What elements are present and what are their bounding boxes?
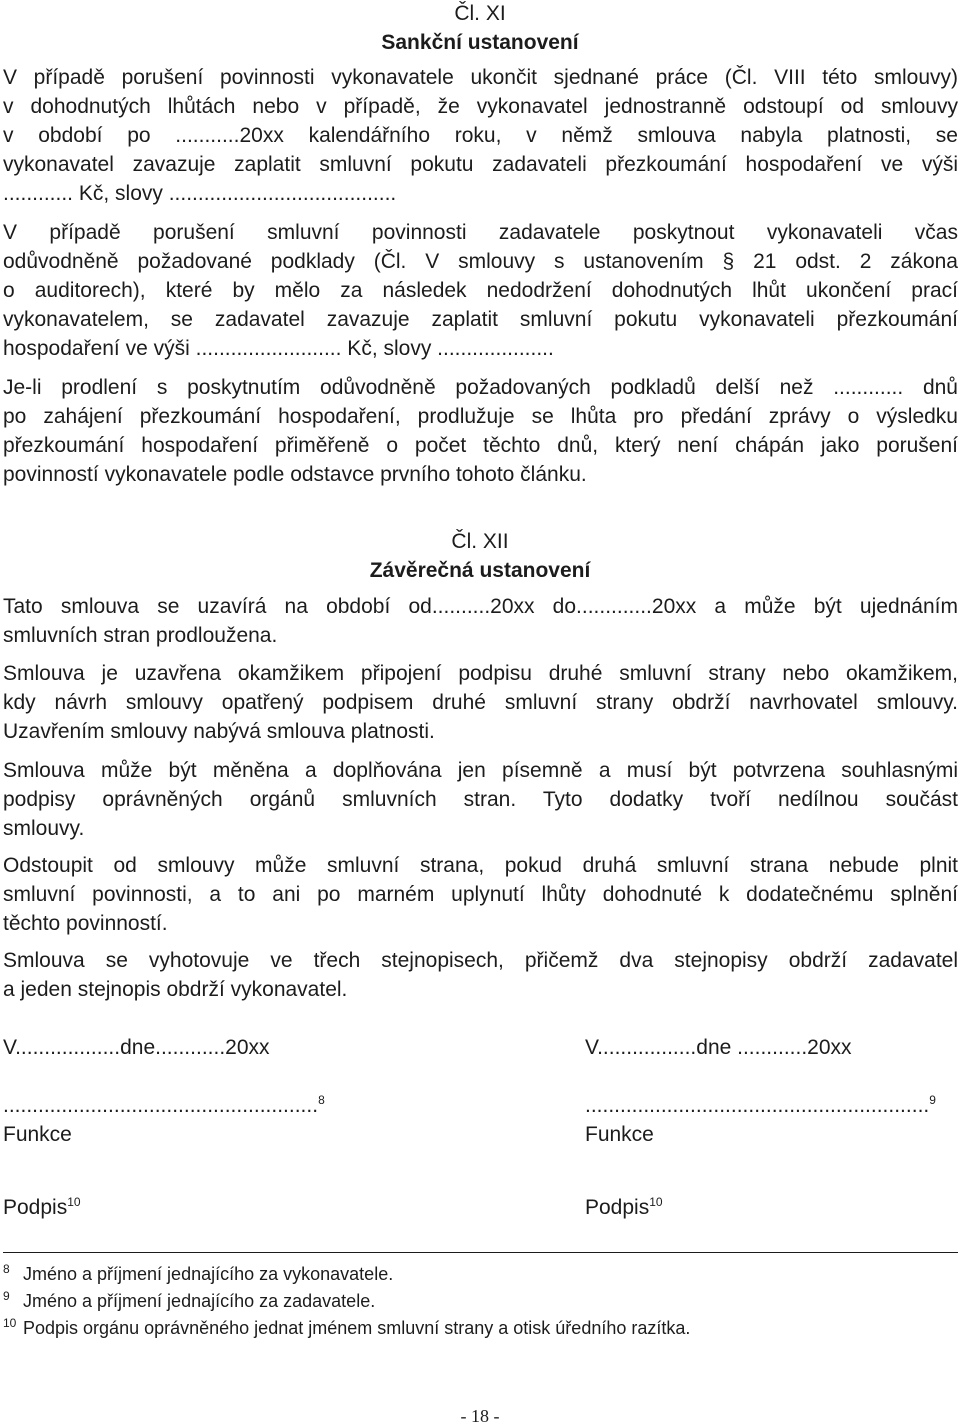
paragraph-line: a jeden stejnopis obdrží vykonavatel. [3, 978, 348, 1001]
left-signature-dots-text: ...................................................... [3, 1094, 319, 1117]
paragraph-line: Je-li prodlení s poskytnutím odůvodněně požadovaných podkladů delší než ............ dnů [3, 376, 958, 399]
paragraph-line: smluvních stran prodloužena. [3, 624, 278, 647]
left-place-date: V..................dne............20xx [3, 1036, 270, 1059]
page-number: - 18 - [460, 1406, 500, 1426]
paragraph-line: smluvní povinnosti, a to ani po marném uplynutí lhůty dohodnuté k dodatečnému splnění [3, 883, 958, 906]
right-role-label: Funkce [585, 1123, 654, 1146]
footnote: 9 Jméno a příjmení jednajícího za zadavatele. [3, 1289, 376, 1311]
right-signature-label [585, 1194, 663, 1222]
paragraph-line: Tato smlouva se uzavírá na období od..........20xx do.............20xx a může být ujednáním [3, 595, 958, 618]
footnote-ref-9: 9 [929, 1093, 936, 1107]
paragraph-line: Smlouva může být měněna a doplňována jen písemně a musí být potvrzena souhlasnými [3, 759, 958, 782]
footnote: 8 Jméno a příjmení jednajícího za vykonavatele. [3, 1262, 394, 1284]
paragraph-line: povinností vykonavatele podle odstavce prvního tohoto článku. [3, 463, 587, 486]
footnote-text: Podpis orgánu oprávněného jednat jménem smluvní strany a otisk úředního razítka. [23, 1318, 691, 1338]
footnote-ref-10: 10 [67, 1195, 81, 1209]
paragraph-line: hospodaření ve výši ......................... Kč, slovy .................... [3, 337, 554, 360]
paragraph-line: Odstoupit od smlouvy může smluvní strana, pokud druhá smluvní strana nebude plnit [3, 854, 958, 877]
paragraph-line: odůvodněně požadované podklady (Čl. V smlouvy s ustanovením § 21 odst. 2 zákona [3, 250, 958, 273]
left-role-label: Funkce [3, 1123, 72, 1146]
paragraph-line: ............ Kč, slovy ....................................... [3, 182, 397, 205]
footnote-ref-10: 10 [649, 1195, 663, 1209]
footnote-text: Jméno a příjmení jednajícího za vykonavatele. [23, 1264, 394, 1284]
footnote-divider [3, 1252, 958, 1253]
paragraph-line: kdy návrh smlouvy opatřený podpisem druhé smluvní strany obdrží navrhovatel smlouvy. [3, 691, 958, 714]
left-signature-dots [3, 1092, 325, 1120]
right-place-date: V.................dne ............20xx [585, 1036, 852, 1059]
paragraph-line: po zahájení přezkoumání hospodaření, prodlužuje se lhůta pro předání zprávy o výsledku [3, 405, 958, 428]
footnote-text: Jméno a příjmení jednajícího za zadavatele. [23, 1291, 376, 1311]
article-11-title: Sankční ustanovení [381, 31, 579, 54]
article-12-number: Čl. XII [451, 530, 509, 553]
paragraph-line: V případě porušení povinnosti vykonavatele ukončit sjednané práce (Čl. VIII této smlouvy) [3, 66, 958, 89]
paragraph-line: podpisy oprávněných orgánů smluvních stran. Tyto dodatky tvoří nedílnou součást [3, 788, 958, 811]
paragraph-line: v dohodnutých lhůtách nebo v případě, že vykonavatel jednostranně odstoupí od smlouvy [3, 95, 958, 118]
left-signature-label [3, 1194, 81, 1222]
left-signature-text: Podpis [3, 1196, 68, 1219]
article-11-number: Čl. XI [454, 2, 506, 25]
paragraph-line: přezkoumání hospodaření přiměřeně o počet těchto dnů, který není chápán jako porušení [3, 434, 958, 457]
paragraph-line: vykonavatelem, se zadavatel zavazuje zaplatit smluvní pokutu vykonavateli přezkoumání [3, 308, 958, 331]
paragraph-line: Smlouva se vyhotovuje ve třech stejnopisech, přičemž dva stejnopisy obdrží zadavatel [3, 949, 958, 972]
paragraph-line: v období po ...........20xx kalendářního roku, v němž smlouva nabyla platnosti, se [3, 124, 958, 147]
article-12-title: Závěrečná ustanovení [369, 559, 591, 582]
right-signature-dots-text: ........................................................... [585, 1094, 930, 1117]
paragraph-line: V případě porušení smluvní povinnosti zadavatele poskytnout vykonavateli včas [3, 221, 958, 244]
paragraph-line: těchto povinností. [3, 912, 168, 935]
paragraph-line: smlouvy. [3, 817, 85, 840]
paragraph-line: Smlouva je uzavřena okamžikem připojení podpisu druhé smluvní strany nebo okamžikem, [3, 662, 958, 685]
right-signature-dots [585, 1092, 936, 1120]
footnote-ref-8: 8 [318, 1093, 325, 1107]
paragraph-line: o auditorech), které by mělo za následek nedodržení dohodnutých lhůt ukončení prací [3, 279, 958, 302]
footnote: 10 Podpis orgánu oprávněného jednat jménem smluvní strany a otisk úředního razítka. [3, 1316, 691, 1338]
paragraph-line: Uzavřením smlouvy nabývá smlouva platnosti. [3, 720, 435, 743]
right-signature-text: Podpis [585, 1196, 650, 1219]
paragraph-line: vykonavatel zavazuje zaplatit smluvní pokutu zadavateli přezkoumání hospodaření ve výši [3, 153, 958, 176]
